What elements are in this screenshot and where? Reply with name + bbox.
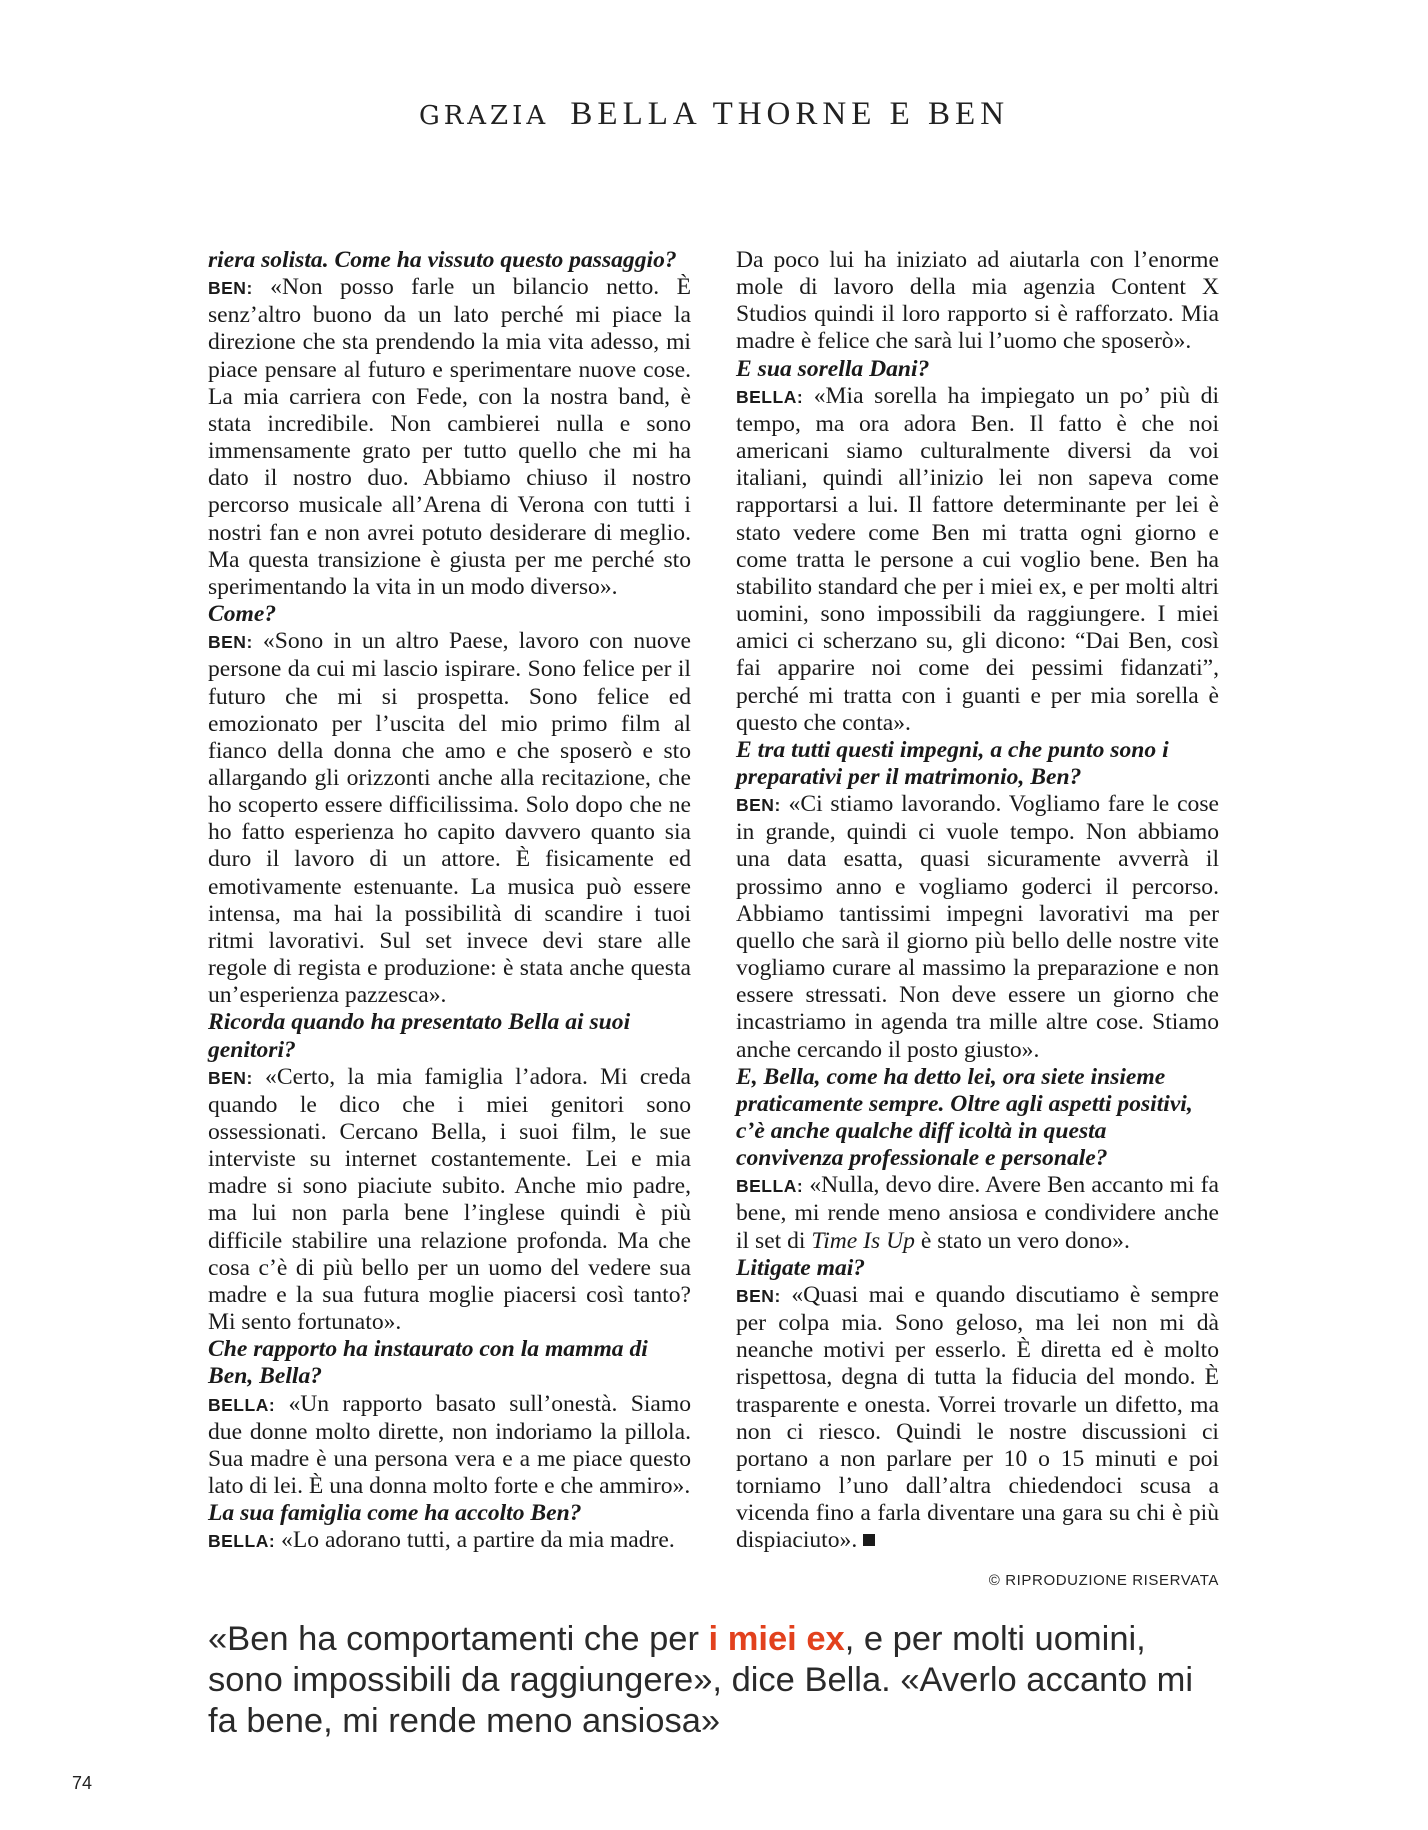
- answer-text: «Certo, la mia famiglia l’adora. Mi creda quando le dico che i miei genitori sono ossessionati. Cercano Bella, i suoi film, le sue interviste su internet costantemente. Lei e mia madre si sono piaciute subito. Anche mio padre, ma lui non parla bene l’inglese quindi è più difficile stabilire una relazione profonda. Ma che cosa c’è di più bello per un uomo del vedere sua madre e la sua futura moglie piacersi così tanto? Mi sento fortunato».: [208, 1063, 691, 1336]
- interview-answer: [736, 1282, 1219, 1555]
- speaker-label: BELLA:: [208, 1394, 276, 1415]
- left-column: [208, 247, 691, 1556]
- answer-text: Da poco lui ha iniziato ad aiutarla con l’enorme mole di lavoro della mia agenzia Content X Studios quindi il loro rapporto si è rafforzato. Mia madre è felice che sarà lui l’uomo che sposerò».: [736, 247, 1219, 355]
- interview-question: E sua sorella Dani?: [736, 355, 930, 382]
- answer-text: «Nulla, devo dire. Avere Ben accanto mi fa bene, mi rende meno ansiosa e condividere anche il set di: [736, 1172, 1219, 1254]
- interview-answer: [208, 1064, 691, 1337]
- interview-answer: [208, 628, 691, 1009]
- interview-question: Come?: [208, 601, 277, 628]
- film-title: Time Is Up: [811, 1227, 915, 1254]
- pull-quote-end: , e per molti uomini, sono impossibili da raggiungere», dice Bella. «Averlo accanto mi fa bene, mi rende meno ansiosa»: [208, 1620, 1194, 1740]
- interview-question: E tra tutti questi impegni, a che punto sono i preparativi per il matrimonio, Ben?: [736, 736, 1169, 790]
- interview-answer: [736, 1172, 1219, 1254]
- interview-answer: [208, 1527, 691, 1555]
- interview-question: Ricorda quando ha presentato Bella ai suoi genitori?: [208, 1009, 631, 1063]
- end-mark-icon: [863, 1534, 875, 1546]
- interview-question: Che rapporto ha instaurato con la mamma di Ben, Bella?: [208, 1336, 648, 1390]
- answer-text: «Non posso farle un bilancio netto. È senz’altro buono da un lato perché mi piace la direzione che sta prendendo la mia vita adesso, mi piace pensare al futuro e sperimentare nuove cose. La mia carriera con Fede, con la nostra band, è stata incredibile. Non cambierei nulla e sono immensamente grato per tutto quello che mi ha dato il nostro duo. Abbiamo chiuso il nostro percorso musicale all’Arena di Verona con tutti i nostri fan e non avrei potuto desiderare di meglio. Ma questa transizione è giusta per me perché sto sperimentando la vita in un modo diverso».: [208, 274, 691, 600]
- page-header: [0, 96, 1428, 133]
- answer-text: «Mia sorella ha impiegato un po’ più di tempo, ma ora adora Ben. Il fatto è che noi americani siamo culturalmente diversi da voi italiani, quindi all’inizio lei non sapeva come rapportarsi a lui. Il fattore determinante per lei è stato vedere come Ben mi tratta ogni giorno e come tratta le persone a cui voglio bene. Ben ha stabilito standard che per i miei ex, e per molti altri uomini, sono impossibili da raggiungere. I miei amici ci scherzano su, gli dicono: “Dai Ben, così fai apparire noi come dei pessimi fidanzati”, perché mi tratta con i guanti e per mia sorella è questo che conta».: [736, 382, 1219, 736]
- speaker-label: BELLA:: [736, 1176, 804, 1197]
- interview-question: riera solista. Come ha vissuto questo passaggio?: [208, 247, 677, 273]
- speaker-label: BEN:: [208, 278, 253, 299]
- answer-text: «Ci stiamo lavorando. Vogliamo fare le cose in grande, quindi ci vuole tempo. Non abbiamo una data esatta, quasi sicuramente avverrà il prossimo anno e vogliamo goderci il percorso. Abbiamo tantissimi impegni lavorativi ma per quello che sarà il giorno più bello delle nostre vite vogliamo curare al massimo la preparazione e non essere stressati. Non deve essere un giorno che incastriamo in agenda tra mille altre cose. Stiamo anche cercando il posto giusto».: [736, 791, 1219, 1063]
- article-title: BELLA THORNE E BEN: [570, 96, 1010, 132]
- interview-answer: [736, 791, 1219, 1064]
- interview-answer: [208, 274, 691, 601]
- answer-text: «Un rapporto basato sull’onestà. Siamo due donne molto dirette, non indoriamo la pillola. Sua madre è una persona vera e a me piace questo lato di lei. È una donna molto forte e che ammiro».: [208, 1390, 691, 1500]
- answer-text: è stato un vero dono».: [914, 1227, 1130, 1254]
- speaker-label: BEN:: [736, 795, 781, 816]
- right-column: [736, 247, 1219, 1594]
- answer-text: «Quasi mai e quando discutiamo è sempre per colpa mia. Sono geloso, ma lei non mi dà neanche motivi per esserlo. È diretta ed è molto rispettosa, degna di tutta la fiducia del mondo. È trasparente e onesta. Vorrei trovarle un difetto, ma non ci riesco. Quindi le nostre discussioni ci portano a non parlare per 10 o 15 minuti e poi torniamo l’uno dall’altra chiedendoci scusa a vicenda fino a farla diventare una gara su chi è più dispiaciuto».: [736, 1281, 1219, 1554]
- magazine-brand: GRAZIA: [418, 101, 550, 131]
- pull-quote: [208, 1619, 1218, 1742]
- pull-quote-highlight: i miei ex: [708, 1620, 845, 1658]
- page-number: 74: [72, 1773, 93, 1793]
- interview-question: Litigate mai?: [736, 1254, 866, 1281]
- interview-answer: [736, 247, 1219, 356]
- speaker-label: BEN:: [208, 1067, 253, 1088]
- interview-question: E, Bella, come ha detto lei, ora siete insieme praticamente sempre. Oltre agli aspetti positivi, c’è anche qualche diff icoltà in questa convivenza professionale e personale?: [736, 1063, 1193, 1172]
- speaker-label: BELLA:: [208, 1531, 276, 1552]
- interview-answer: [208, 1391, 691, 1501]
- speaker-label: BELLA:: [736, 386, 804, 407]
- answer-text: «Sono in un altro Paese, lavoro con nuove persone da cui mi lascio ispirare. Sono felice per il futuro che mi si prospetta. Sono felice ed emozionato per l’uscita del mio primo film al fianco della donna che amo e che sposerò e sto allargando gli orizzonti anche alla recitazione, che ho scoperto essere difficilissima. Solo dopo che ne ho fatto esperienza ho capito davvero quanto sia duro il lavoro di un attore. È fisicamente ed emotivamente estenuante. La musica può essere intensa, ma hai la possibilità di scandire i tuoi ritmi lavorativi. Sul set invece devi stare alle regole di regista e produzione: è stata anche questa un’esperienza pazzesca».: [208, 628, 691, 1009]
- speaker-label: BEN:: [208, 632, 253, 653]
- speaker-label: BEN:: [736, 1285, 781, 1306]
- copyright-notice: © RIPRODUZIONE RISERVATA: [988, 1571, 1219, 1589]
- answer-text: «Lo adorano tutti, a partire da mia madre.: [275, 1527, 675, 1554]
- pull-quote-start: «Ben ha comportamenti che per: [208, 1620, 709, 1658]
- interview-answer: [736, 383, 1219, 737]
- interview-question: La sua famiglia come ha accolto Ben?: [208, 1500, 582, 1527]
